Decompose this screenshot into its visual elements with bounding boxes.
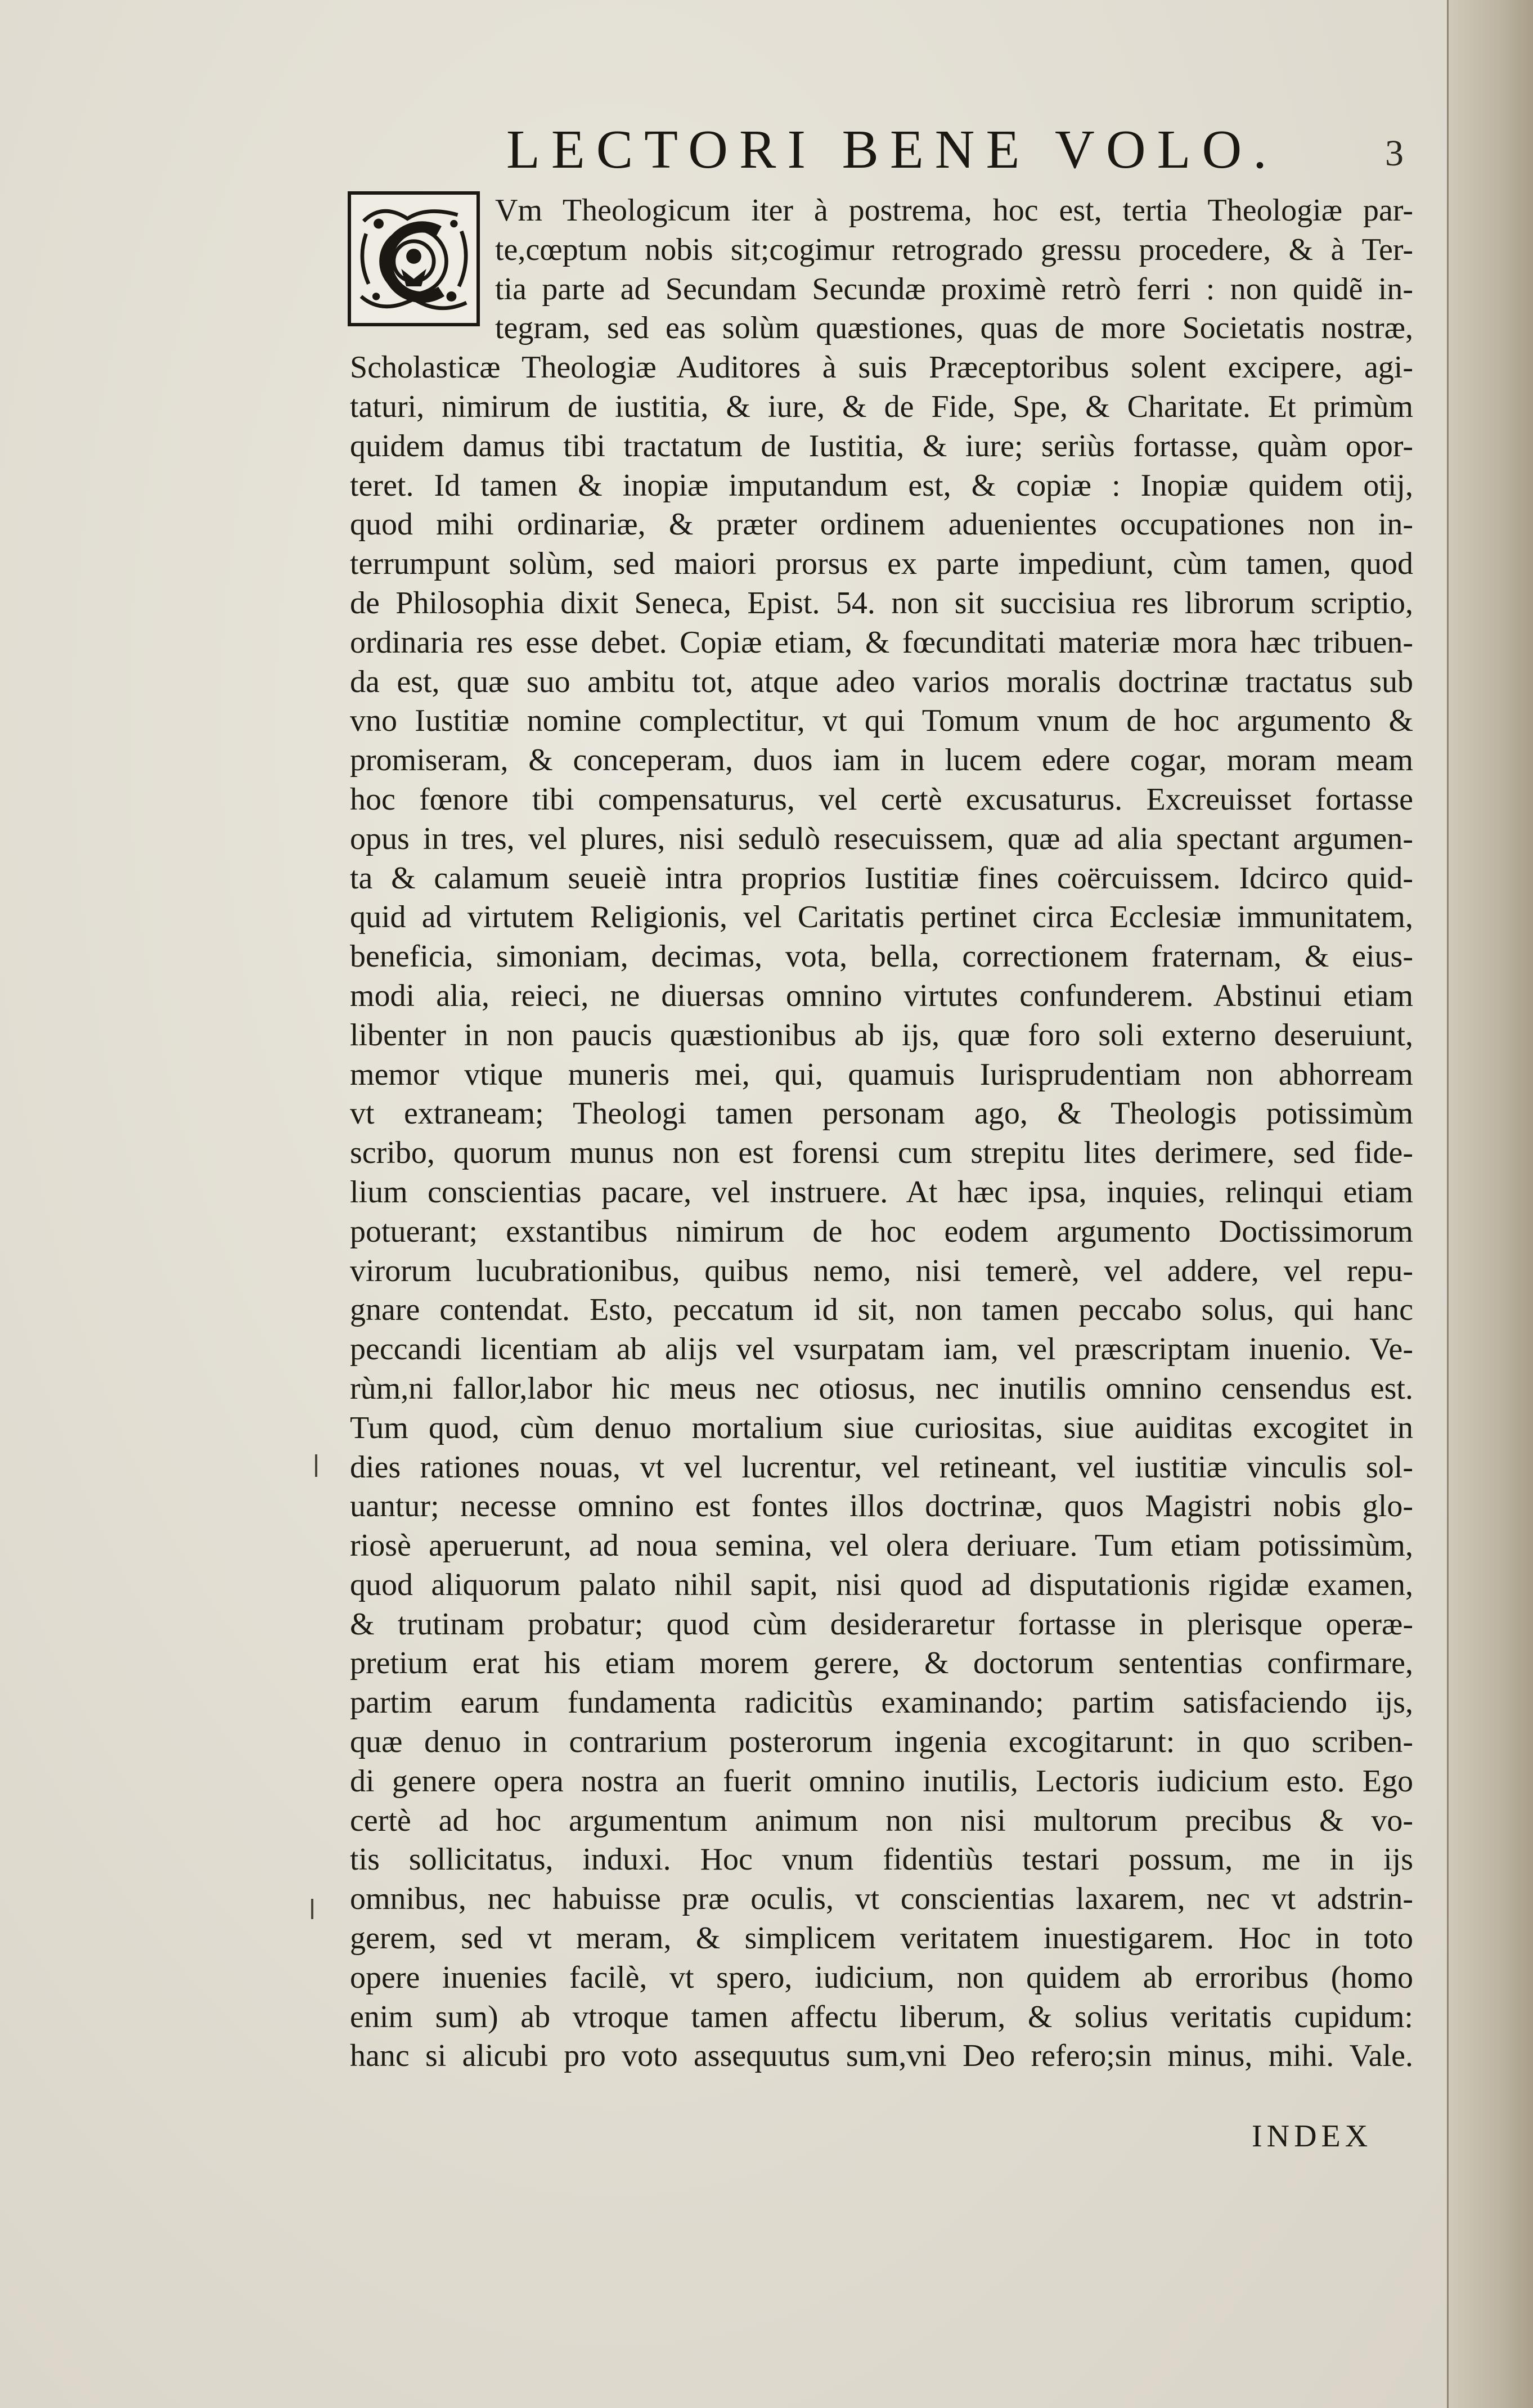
text-line: terrumpunt solùm, sed maiori prorsus ex parte impediunt, cùm tamen, quod [350,546,1413,582]
text-line: beneficia, simoniam, decimas, vota, bella, correctionem fraternam, & eius- [350,939,1413,974]
text-line: da est, quæ suo ambitu tot, atque adeo varios moralis doctrinæ tractatus sub [350,664,1413,699]
text-line: virorum lucubrationibus, quibus nemo, nisi temerè, vel addere, vel repu- [350,1253,1413,1288]
text-line: de Philosophia dixit Seneca, Epist. 54. non sit succisiua res librorum scriptio, [350,585,1413,621]
text-line: partim earum fundamenta radicitùs examinando; partim satisfaciendo ijs, [350,1685,1413,1720]
text-line: Tum quod, cùm denuo mortalium siue curiositas, siue auiditas excogitet in [350,1410,1413,1445]
margin-mark [315,1454,317,1477]
text-line: promiseram, & conceperam, duos iam in lucem edere cogar, moram meam [350,743,1413,778]
margin-mark [311,1899,313,1919]
text-line: enim sum) ab vtroque tamen affectu liberum, & solius veritatis cupidum: [350,1999,1413,2034]
text-line: rùm,ni fallor,labor hic meus nec otiosus, nec inutilis omnino censendus est. [350,1371,1413,1406]
text-line: & trutinam probatur; quod cùm desideraretur fortasse in plerisque operæ- [350,1606,1413,1642]
text-line: vno Iustitiæ nomine complectitur, vt qui Tomum vnum de hoc argumento & [350,703,1413,739]
text-line: tis sollicitatus, induxi. Hoc vnum fidentiùs testari possum, me in ijs [350,1842,1413,1877]
text-line: gnare contendat. Esto, peccatum id sit, non tamen peccabo solus, qui hanc [350,1292,1413,1328]
text-line: memor vtique muneris mei, qui, quamuis Iurisprudentiam non abhorream [350,1057,1413,1092]
text-line: riosè aperuerunt, ad noua semina, vel olera deriuare. Tum etiam potissimùm, [350,1528,1413,1564]
page-signature-mark: 3 [1385,133,1404,174]
text-line: certè ad hoc argumentum animum non nisi multorum precibus & vo- [350,1803,1413,1838]
text-line: tia parte ad Secundam Secundæ proximè retrò ferri : non quidẽ in- [495,271,1413,307]
text-line: lium conscientias pacare, vel instruere. At hæc ipsa, inquies, relinqui etiam [350,1174,1413,1210]
text-line: tegram, sed eas solùm quæstiones, quas de more Societatis nostræ, [495,311,1413,346]
text-line: uantur; necesse omnino est fontes illos doctrinæ, quos Magistri nobis glo- [350,1489,1413,1524]
text-line: quid ad virtutem Religionis, vel Caritatis pertinet circa Ecclesiæ immunitatem, [350,900,1413,935]
text-line: scribo, quorum munus non est forensi cum strepitu lites derimere, sed fide- [350,1135,1413,1171]
text-line: vt extraneam; Theologi tamen personam ago, & Theologis potissimùm [350,1096,1413,1131]
text-line: peccandi licentiam ab alijs vel vsurpatam iam, vel præscriptam inuenio. Ve- [350,1332,1413,1367]
text-line: omnibus, nec habuisse præ oculis, vt conscientias laxarem, nec vt adstrin- [350,1881,1413,1917]
text-line: quæ denuo in contrarium posterorum ingenia excogitarunt: in quo scriben- [350,1724,1413,1760]
text-line: pretium erat his etiam morem gerere, & doctorum sententias confirmare, [350,1646,1413,1681]
text-line: te,cœptum nobis sit;cogimur retrogrado gressu procedere, & à Ter- [495,232,1413,267]
text-line: Scholasticæ Theologiæ Auditores à suis Præceptoribus solent excipere, agi- [350,350,1413,385]
text-line: potuerant; exstantibus nimirum de hoc eodem argumento Doctissimorum [350,1214,1413,1249]
preface-text [350,191,1413,2076]
text-line: hoc fœnore tibi compensaturus, vel certè excusaturus. Excreuisset fortasse [350,781,1413,817]
text-line: ordinaria res esse debet. Copiæ etiam, & fœcunditati materiæ mora hæc tribuen- [350,625,1413,660]
text-line: hanc si alicubi pro voto assequutus sum,vni Deo refero;sin minus, mihi. Vale. [350,2038,1413,2074]
catchword: INDEX [1252,2119,1373,2154]
text-line: Vm Theologicum iter à postrema, hoc est, tertia Theologiæ par- [495,193,1413,228]
text-line: quod aliquorum palato nihil sapit, nisi quod ad disputationis rigidæ examen, [350,1567,1413,1602]
text-line: di genere opera nostra an fuerit omnino inutilis, Lectoris iudicium esto. Ego [350,1763,1413,1799]
text-line: opere inuenies facilè, vt spero, iudicium, non quidem ab erroribus (homo [350,1960,1413,1995]
text-line: taturi, nimirum de iustitia, & iure, & de Fide, Spe, & Charitate. Et primùm [350,389,1413,424]
text-line: opus in tres, vel plures, nisi sedulò resecuissem, quæ ad alia spectant argumen- [350,821,1413,856]
text-line: ta & calamum seueiè intra proprios Iustitiæ fines coërcuissem. Idcirco quid- [350,860,1413,896]
text-line: gerem, sed vt meram, & simplicem veritatem inuestigarem. Hoc in toto [350,1921,1413,1956]
text-line: libenter in non paucis quæstionibus ab ijs, quæ foro soli externo deseruiunt, [350,1017,1413,1053]
text-line: quod mihi ordinariæ, & præter ordinem aduenientes occupationes non in- [350,507,1413,542]
text-line: modi alia, reieci, ne diuersas omnino virtutes confunderem. Abstinui etiam [350,978,1413,1013]
text-line: teret. Id tamen & inopiæ imputandum est, & copiæ : Inopiæ quidem otij, [350,468,1413,503]
page-title: LECTORI BENE VOLO. [506,119,1278,180]
text-line: dies rationes nouas, vt vel lucrentur, vel retineant, vel iustitiæ vinculis sol- [350,1449,1413,1485]
text-line: quidem damus tibi tractatum de Iustitia, & iure; seriùs fortasse, quàm opor- [350,428,1413,464]
page-edge-strip [1447,0,1533,2408]
